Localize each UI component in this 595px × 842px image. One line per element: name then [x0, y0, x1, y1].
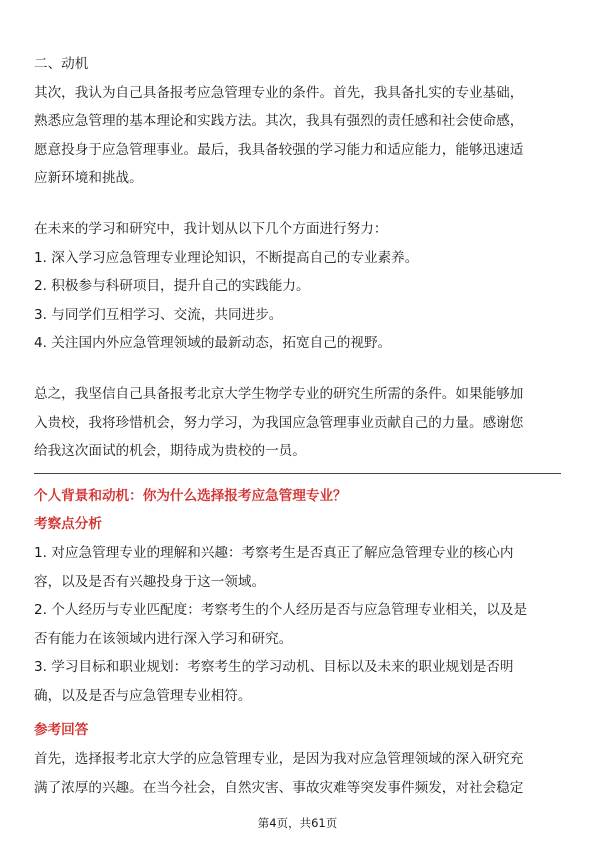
page-content [34, 50, 561, 802]
answer-heading: 参考回答 [34, 722, 89, 739]
analysis-list [34, 539, 561, 711]
text-line: 给我这次面试的机会，期待成为贵校的一员。 [34, 443, 306, 460]
answer-line: 满了浓厚的兴趣。在当今社会，自然灾害、事故灾难等突发事件频发，对社会稳定 [34, 779, 524, 796]
question-title: 个人背景和动机：你为什么选择报考应急管理专业？ [34, 487, 347, 504]
section-heading: 二、动机 [34, 56, 89, 72]
page-footer: 第4页，共61页 [257, 816, 338, 830]
section-divider [34, 473, 561, 474]
plan-item: 1. 深入学习应急管理专业理论知识，不断提高自己的专业素养。 [34, 249, 419, 266]
plan-item: 4. 关注国内外应急管理领域的最新动态，拓宽自己的视野。 [34, 335, 392, 352]
plan-intro: 在未来的学习和研究中，我计划从以下几个方面进行努力： [34, 220, 388, 237]
analysis-line: 3. 学习目标和职业规划：考察考生的学习动机、目标以及未来的职业规划是否明 [34, 659, 514, 676]
analysis-line: 确，以及是否与应急管理专业相符。 [34, 687, 252, 704]
text-line: 愿意投身于应急管理事业。最后，我具备较强的学习能力和适应能力，能够迅速适 [34, 141, 524, 158]
analysis-line: 1. 对应急管理专业的理解和兴趣：考察考生是否真正了解应急管理专业的核心内 [34, 544, 514, 561]
paragraph-conclusion [34, 380, 561, 466]
text-line: 其次，我认为自己具备报考应急管理专业的条件。首先，我具备扎实的专业基础， [34, 84, 524, 101]
plan-item: 3. 与同学们互相学习、交流，共同进步。 [34, 306, 283, 323]
analysis-line: 容，以及是否有兴趣投身于这一领域。 [34, 573, 266, 590]
analysis-heading: 考察点分析 [34, 516, 102, 533]
text-line: 总之，我坚信自己具备报考北京大学生物学专业的研究生所需的条件。如果能够加 [34, 385, 524, 402]
analysis-line: 2. 个人经历与专业匹配度：考察考生的个人经历是否与应急管理专业相关，以及是 [34, 602, 528, 619]
text-line: 入贵校，我将珍惜机会，努力学习，为我国应急管理事业贡献自己的力量。感谢您 [34, 414, 524, 431]
plan-list [34, 215, 561, 358]
paragraph-motivation [34, 79, 561, 193]
analysis-line: 否有能力在该领域内进行深入学习和研究。 [34, 630, 293, 647]
text-line: 熟悉应急管理的基本理论和实践方法。其次，我具有强烈的责任感和社会使命感， [34, 113, 524, 130]
plan-item: 2. 积极参与科研项目，提升自己的实践能力。 [34, 278, 310, 295]
text-line: 应新环境和挑战。 [34, 170, 143, 187]
answer-line: 首先，选择报考北京大学的应急管理专业，是因为我对应急管理领域的深入研究充 [34, 751, 524, 768]
